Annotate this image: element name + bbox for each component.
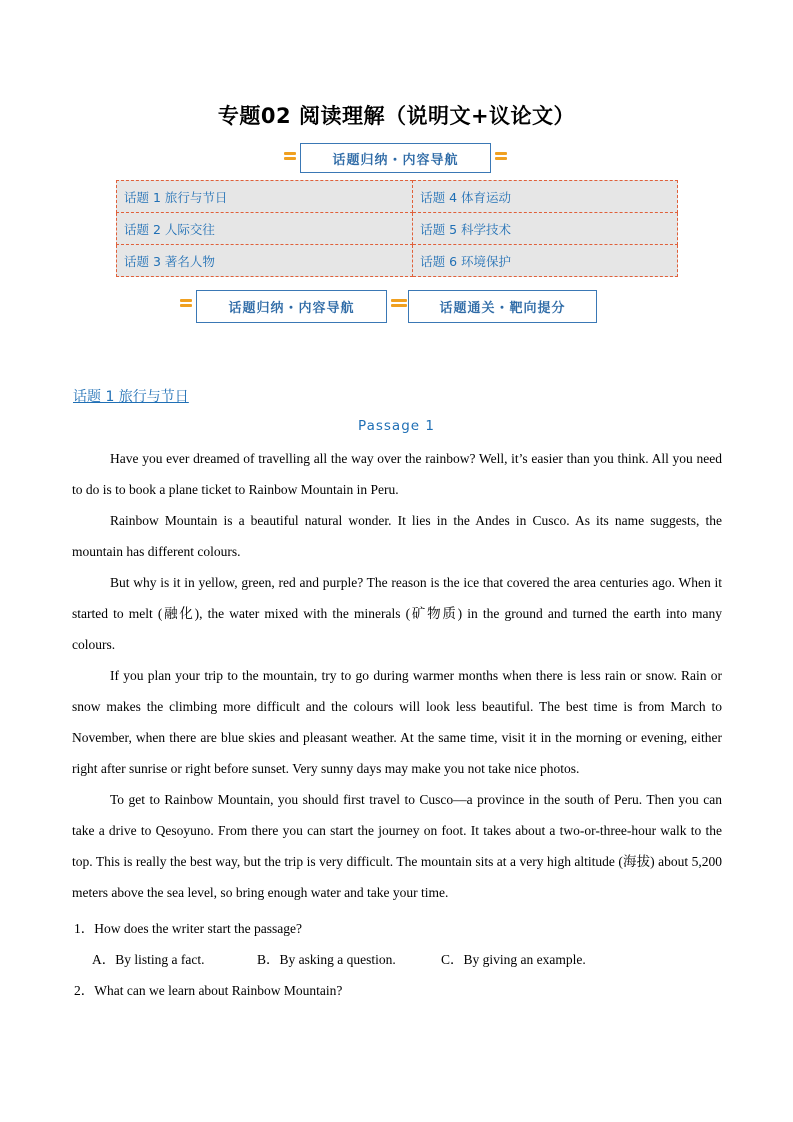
topic-cell[interactable]: 话题 3 著名人物: [117, 245, 413, 277]
table-row: [117, 245, 678, 277]
paragraph: To get to Rainbow Mountain, you should first travel to Cusco—a province in the south of Peru. Then you can take a drive to Qesoyuno. From there you can start the journey on foot. It takes about a two-or-three-hour walk to the top. This is really the best way, but the trip is very difficult. The mountain sits at a very high altitude (海拔) about 5,200 meters above the sea level, so bring enough water and take your time.: [72, 792, 722, 900]
banner-label: 话题归纳・内容导航: [332, 152, 459, 168]
topic-cell[interactable]: 话题 6 环境保护: [413, 245, 678, 277]
topic-cell[interactable]: 话题 2 人际交往: [117, 213, 413, 245]
passage-body: [72, 443, 722, 908]
topic-cell[interactable]: 话题 5 科学技术: [413, 213, 678, 245]
topic-table: [116, 180, 678, 277]
banner-decoration-icon: [284, 152, 296, 163]
banner-decoration-icon: [180, 299, 192, 310]
passage-heading: Passage 1: [358, 418, 435, 434]
document-title: 专题02 阅读理解（说明文+议论文）: [217, 104, 576, 128]
topic-cell[interactable]: 话题 1 旅行与节日: [117, 181, 413, 213]
table-row: [117, 213, 678, 245]
banner-decoration-icon: [395, 299, 407, 310]
nav-button-topic-practice[interactable]: [408, 290, 597, 323]
topic-cell[interactable]: 话题 4 体育运动: [413, 181, 678, 213]
banner-decoration-icon: [495, 152, 507, 163]
question-2: 2．What can we learn about Rainbow Mountain?: [74, 983, 343, 998]
question-1: 1．How does the writer start the passage?: [74, 921, 302, 936]
table-row: [117, 181, 678, 213]
option-a[interactable]: A．By listing a fact.: [92, 952, 205, 967]
nav-button-label: 话题通关・靶向提分: [439, 301, 566, 316]
paragraph: Have you ever dreamed of travelling all the way over the rainbow? Well, it’s easier than you think. All you need to do is to book a plane ticket to Rainbow Mountain in Peru.: [72, 451, 722, 497]
nav-button-label: 话题归纳・内容导航: [228, 301, 355, 316]
option-b[interactable]: B．By asking a question.: [257, 952, 396, 967]
topic-navigation-banner: [300, 143, 491, 173]
topic-heading-link[interactable]: 话题 1 旅行与节日: [73, 389, 189, 405]
paragraph: But why is it in yellow, green, red and purple? The reason is the ice that covered the area centuries ago. When it started to melt (融化), the water mixed with the minerals (矿物质) in the ground and turned the earth into many colours.: [72, 575, 722, 652]
paragraph: If you plan your trip to the mountain, try to go during warmer months when there is less rain or snow. Rain or snow makes the climbing more difficult and the colours will look less beautiful. The best time is from March to November, when there are blue skies and pleasant weather. At the same time, visit it in the morning or evening, either right after sunrise or right before sunset. Very sunny days may make you not take nice photos.: [72, 668, 722, 776]
option-c[interactable]: C．By giving an example.: [441, 952, 586, 967]
nav-button-topic-summary[interactable]: [196, 290, 387, 323]
paragraph: Rainbow Mountain is a beautiful natural wonder. It lies in the Andes in Cusco. As its name suggests, the mountain has different colours.: [72, 513, 722, 559]
